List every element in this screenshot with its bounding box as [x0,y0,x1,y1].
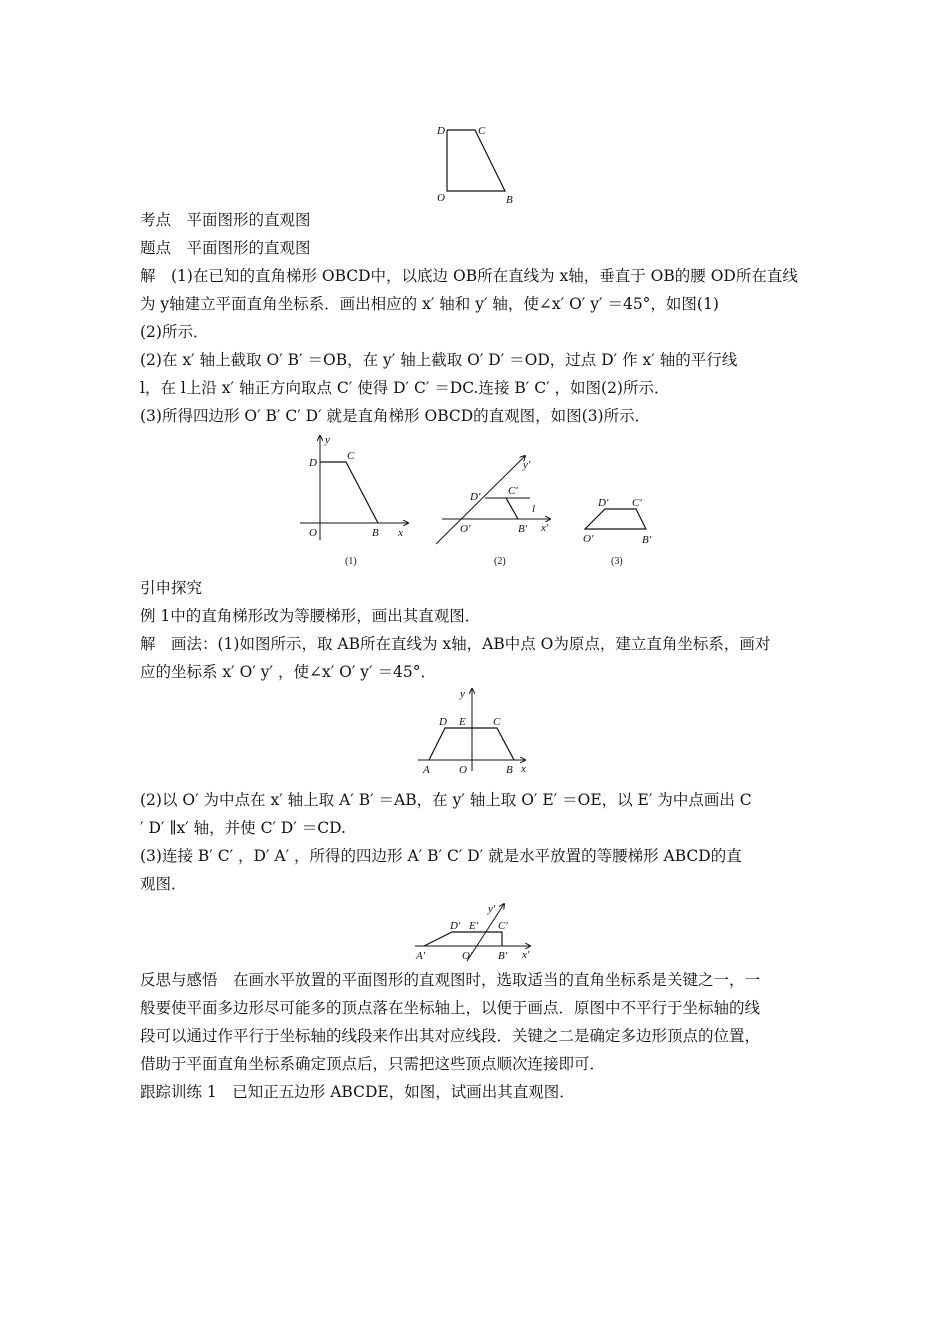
text-line: 借助于平面直角坐标系确定顶点后，只需把这些顶点顺次连接即可． [140,1055,606,1073]
text-line: (2)以 O′ 为中点在 x′ 轴上取 A′ B′ ＝AB，在 y′ 轴上取 O′ E′ ＝OE，以 E′ 为中点画出 C [140,791,752,809]
label-o: O [309,527,317,539]
label-o: O′ [462,950,473,962]
axis-y-label: y′ [488,903,496,915]
label-c: C [347,450,355,462]
label-o: O′ [583,533,594,545]
figure-caption: (2) [494,556,506,567]
label-c: C [478,125,486,137]
label-d: D′ [450,920,461,932]
text-line: 般要使平面多边形尽可能多的顶点落在坐标轴上，以便于画点．原图中不平行于坐标轴的线 [140,999,761,1017]
label-o: O′ [460,523,471,535]
text-line: (2)在 x′ 轴上截取 O′ B′ ＝OB，在 y′ 轴上截取 O′ D′ ＝OD，过点 D′ 作 x′ 轴的平行线 [140,351,738,369]
label-l: l [532,503,536,515]
text-line: 解 画法：(1)如图所示，取 AB所在直线为 x轴，AB中点 O为原点，建立直角坐标系，画对 [140,635,771,653]
label-b: B′ [518,523,528,535]
label-o: O [437,192,445,204]
label-c: C′ [498,920,508,932]
text-line: 跟踪训练 1 已知正五边形 ABCDE，如图，试画出其直观图． [140,1083,575,1101]
label-d: D′ [598,497,609,509]
text-line: (3)连接 B′ C′ ，D′ A′ ，所得的四边形 A′ B′ C′ D′ 就是水平放置的等腰梯形 ABCD的直 [140,847,742,865]
label-c: C′ [632,497,642,509]
axis-x-label: x′ [541,522,549,534]
label-b: B [372,527,379,539]
label-e: E′ [469,920,479,932]
text-line: 段可以通过作平行于坐标轴的线段来作出其对应线段．关键之二是确定多边形顶点的位置， [140,1027,761,1045]
label-d: D [439,716,447,728]
axis-y-label: y′ [523,459,531,471]
text-line: 题点 平面图形的直观图 [140,239,311,257]
text-line: (3)所得四边形 O′ B′ C′ D′ 就是直角梯形 OBCD的直观图，如图(3)所示． [140,407,651,425]
label-c: C′ [508,485,518,497]
axis-x-label: x [521,763,526,775]
text-line: 观图． [140,875,187,893]
text-line: (2)所示． [140,323,209,341]
label-c: C [493,716,501,728]
label-a: A [423,764,430,776]
text-line: l，在 l上沿 x′ 轴正方向取点 C′ 使得 D′ C′ ＝DC.连接 B′ C′ ，如图(2)所示． [140,379,670,397]
axis-x-label: x′ [522,949,530,961]
label-b: B′ [498,950,508,962]
figure-isosceles-trapezoid [415,685,540,780]
figure-isosceles-intuitive [412,898,542,966]
label-d: D [309,457,317,469]
figure-1-coordinate-trapezoid [296,430,416,570]
axis-x-label: x [398,527,403,539]
label-e: E [459,716,466,728]
text-line: 考点 平面图形的直观图 [140,211,311,229]
label-b: B′ [642,534,652,546]
label-d: D′ [470,491,481,503]
text-line: 例 1中的直角梯形改为等腰梯形，画出其直观图． [140,607,481,625]
axis-y-label: y [460,688,465,700]
text-line: 应的坐标系 x′ O′ y′ ，使∠x′ O′ y′ ＝45°． [140,663,436,681]
figure-trapezoid-obcd [430,118,530,210]
text-line: 引申探究 [140,579,203,597]
text-line: 为 y轴建立平面直角坐标系．画出相应的 x′ 轴和 y′ 轴，使∠x′ O′ y′ ＝45°，如图(1) [140,295,719,313]
axis-y-label: y [325,434,330,446]
text-line: 反思与感悟 在画水平放置的平面图形的直观图时，选取适当的直角坐标系是关键之一，一 [140,971,761,989]
label-d: D [437,125,445,137]
figure-caption: (1) [345,556,357,567]
figure-2-oblique-construction [430,450,570,570]
label-b: B [506,194,513,206]
text-line: 解 (1)在已知的直角梯形 OBCD中，以底边 OB所在直线为 x轴，垂直于 OB的腰 OD所在直线 [140,267,798,285]
label-a: A′ [416,950,426,962]
figure-caption: (3) [611,556,623,567]
label-o: O [459,764,467,776]
text-line: ′ D′ ∥x′ 轴，并使 C′ D′ ＝CD. [140,819,346,837]
figure-3-intuitive-diagram [580,490,670,570]
label-b: B [506,764,513,776]
